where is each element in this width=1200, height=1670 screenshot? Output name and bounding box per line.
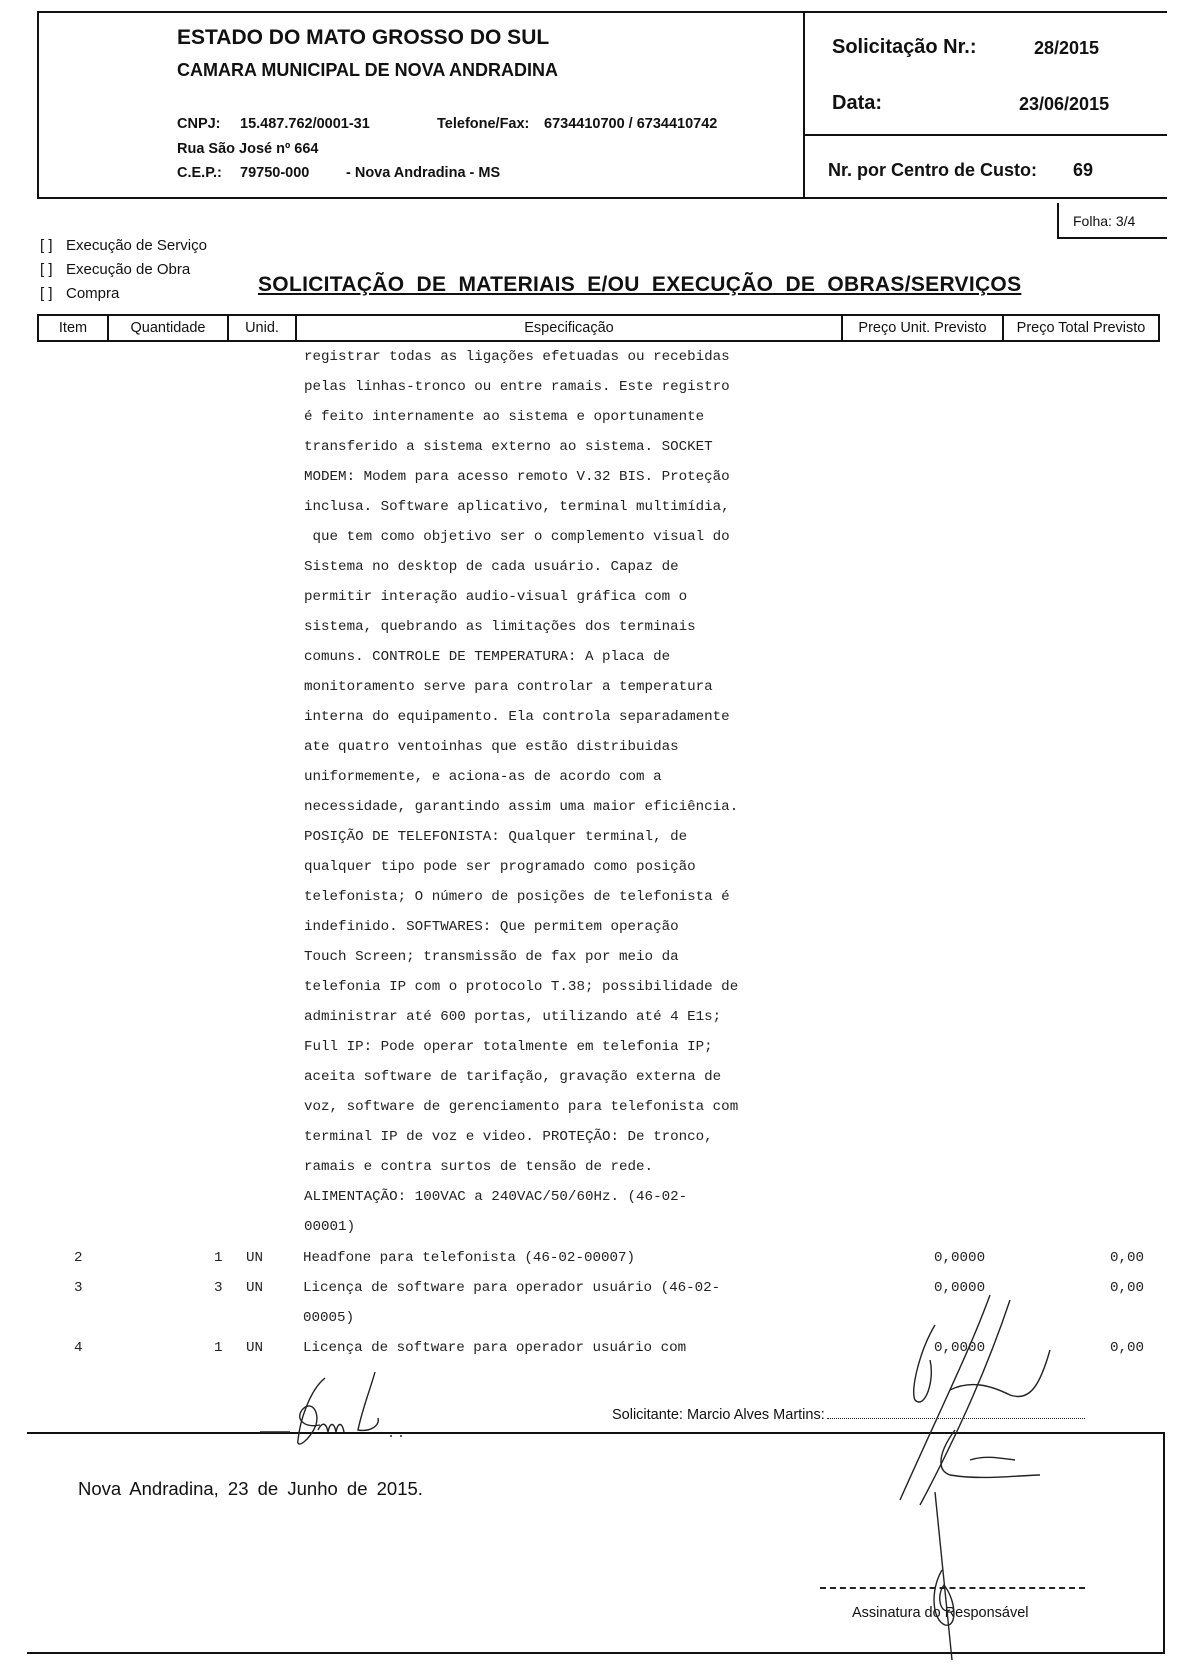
row-spec: Licença de software para operador usuário (46-02- bbox=[303, 1280, 721, 1296]
spec-line: comuns. CONTROLE DE TEMPERATURA: A placa de bbox=[304, 649, 671, 665]
checkbox-label: Compra bbox=[66, 285, 120, 302]
header-divider bbox=[803, 134, 1167, 136]
column-header-item: Item bbox=[37, 314, 109, 342]
spec-line: ALIMENTAÇÃO: 100VAC a 240VAC/50/60Hz. (46-02- bbox=[304, 1189, 688, 1205]
checkbox-service-execution[interactable] bbox=[40, 237, 207, 254]
cep-value: 79750-000 bbox=[240, 165, 310, 181]
column-header-unit-price: Preço Unit. Previsto bbox=[841, 314, 1004, 342]
spec-line: Sistema no desktop de cada usuário. Capaz de bbox=[304, 559, 679, 575]
checkbox-mark: [ ] bbox=[40, 285, 53, 302]
row-unit-price: 0,0000 bbox=[934, 1280, 986, 1296]
spec-line: MODEM: Modem para acesso remoto V.32 BIS. Proteção bbox=[304, 469, 730, 485]
row-spec: 00005) bbox=[303, 1310, 355, 1326]
row-unit-price: 0,0000 bbox=[934, 1340, 986, 1356]
spec-line: sistema, quebrando as limitações dos terminais bbox=[304, 619, 696, 635]
spec-line: Full IP: Pode operar totalmente em telefonia IP; bbox=[304, 1039, 713, 1055]
row-spec: Headfone para telefonista (46-02-00007) bbox=[303, 1250, 636, 1266]
checkbox-label: Execução de Obra bbox=[66, 261, 191, 278]
spec-line: indefinido. SOFTWARES: Que permitem operação bbox=[304, 919, 679, 935]
checkbox-mark: [ ] bbox=[40, 261, 53, 278]
spec-line: transferido a sistema externo ao sistema. SOCKET bbox=[304, 439, 713, 455]
phone-label: Telefone/Fax: bbox=[437, 116, 530, 132]
spec-line: inclusa. Software aplicativo, terminal multimídia, bbox=[304, 499, 730, 515]
column-header-specification: Especificação bbox=[295, 314, 843, 342]
checkbox-label: Execução de Serviço bbox=[66, 237, 207, 254]
row-quantity: 1 bbox=[214, 1340, 223, 1356]
request-number-label: Solicitação Nr.: bbox=[832, 36, 977, 58]
sheet-label: Folha: bbox=[1073, 213, 1112, 229]
spec-line: pelas linhas-tronco ou entre ramais. Este registro bbox=[304, 379, 730, 395]
signature-responsible-icon bbox=[920, 1490, 980, 1670]
street-address: Rua São José nº 664 bbox=[177, 141, 319, 157]
row-total-price: 0,00 bbox=[1110, 1340, 1145, 1356]
spec-line: terminal IP de voz e video. PROTEÇÃO: De tronco, bbox=[304, 1129, 713, 1145]
column-header-quantity: Quantidade bbox=[107, 314, 229, 342]
spec-line: telefonista; O número de posições de telefonista é bbox=[304, 889, 730, 905]
spec-line: voz, software de gerenciamento para telefonista com bbox=[304, 1099, 739, 1115]
signature-right-icon bbox=[840, 1290, 1080, 1510]
spec-line: é feito internamente ao sistema e oportunamente bbox=[304, 409, 705, 425]
cnpj-value: 15.487.762/0001-31 bbox=[240, 116, 370, 132]
cnpj-label: CNPJ: bbox=[177, 116, 221, 132]
signature-left-icon bbox=[250, 1370, 430, 1450]
city-state: - Nova Andradina - MS bbox=[346, 165, 501, 181]
sheet-number bbox=[1057, 203, 1167, 239]
row-item: 2 bbox=[74, 1250, 83, 1266]
column-header-unit: Unid. bbox=[227, 314, 297, 342]
cep-label: C.E.P.: bbox=[177, 165, 222, 181]
spec-line: aceita software de tarifação, gravação externa de bbox=[304, 1069, 722, 1085]
date-value: 23/06/2015 bbox=[1019, 94, 1110, 114]
row-total-price: 0,00 bbox=[1110, 1280, 1145, 1296]
spec-line: que tem como objetivo ser o complemento visual do bbox=[304, 529, 730, 545]
checkbox-purchase[interactable] bbox=[40, 285, 119, 302]
sheet-value: 3/4 bbox=[1115, 213, 1136, 229]
cost-center-value: 69 bbox=[1073, 160, 1094, 180]
spec-line: registrar todas as ligações efetuadas ou recebidas bbox=[304, 349, 730, 365]
checkbox-construction-execution[interactable] bbox=[40, 261, 190, 278]
spec-line: Touch Screen; transmissão de fax por meio da bbox=[304, 949, 679, 965]
checkbox-mark: [ ] bbox=[40, 237, 53, 254]
spec-line: 00001) bbox=[304, 1219, 356, 1235]
row-quantity: 3 bbox=[214, 1280, 223, 1296]
requester-label: Solicitante: Marcio Alves Martins: bbox=[612, 1407, 825, 1423]
spec-line: necessidade, garantindo assim uma maior eficiência. bbox=[304, 799, 739, 815]
request-number-value: 28/2015 bbox=[1034, 38, 1100, 58]
spec-line: telefonia IP com o protocolo T.38; possibilidade de bbox=[304, 979, 739, 995]
row-unit: UN bbox=[246, 1250, 264, 1266]
spec-line: interna do equipamento. Ela controla separadamente bbox=[304, 709, 730, 725]
row-item: 3 bbox=[74, 1280, 83, 1296]
spec-line: monitoramento serve para controlar a temperatura bbox=[304, 679, 713, 695]
row-total-price: 0,00 bbox=[1110, 1250, 1145, 1266]
spec-line: uniformemente, e aciona-as de acordo com a bbox=[304, 769, 662, 785]
place-and-date: Nova Andradina, 23 de Junho de 2015. bbox=[78, 1478, 423, 1499]
phone-value: 6734410700 / 6734410742 bbox=[544, 116, 718, 132]
spec-line: ramais e contra surtos de tensão de rede. bbox=[304, 1159, 654, 1175]
spec-line: ate quatro ventoinhas que estão distribuidas bbox=[304, 739, 679, 755]
date-label: Data: bbox=[832, 92, 883, 114]
cost-center-label: Nr. por Centro de Custo: bbox=[828, 160, 1038, 180]
spec-line: administrar até 600 portas, utilizando até 4 E1s; bbox=[304, 1009, 722, 1025]
document-title: SOLICITAÇÃO DE MATERIAIS E/OU EXECUÇÃO DE OBRAS/SERVIÇOS bbox=[258, 273, 1022, 296]
responsible-signature-label: Assinatura do Responsável bbox=[852, 1605, 1029, 1621]
institution-name: CAMARA MUNICIPAL DE NOVA ANDRADINA bbox=[177, 60, 558, 80]
row-quantity: 1 bbox=[214, 1250, 223, 1266]
spec-line: POSIÇÃO DE TELEFONISTA: Qualquer terminal, de bbox=[304, 829, 688, 845]
spec-line: permitir interação audio-visual gráfica com o bbox=[304, 589, 688, 605]
state-name: ESTADO DO MATO GROSSO DO SUL bbox=[177, 26, 550, 49]
row-unit: UN bbox=[246, 1340, 264, 1356]
row-unit-price: 0,0000 bbox=[934, 1250, 986, 1266]
row-spec: Licença de software para operador usuário com bbox=[303, 1340, 687, 1356]
spec-line: qualquer tipo pode ser programado como posição bbox=[304, 859, 696, 875]
row-unit: UN bbox=[246, 1280, 264, 1296]
row-item: 4 bbox=[74, 1340, 83, 1356]
column-header-total-price: Preço Total Previsto bbox=[1002, 314, 1160, 342]
